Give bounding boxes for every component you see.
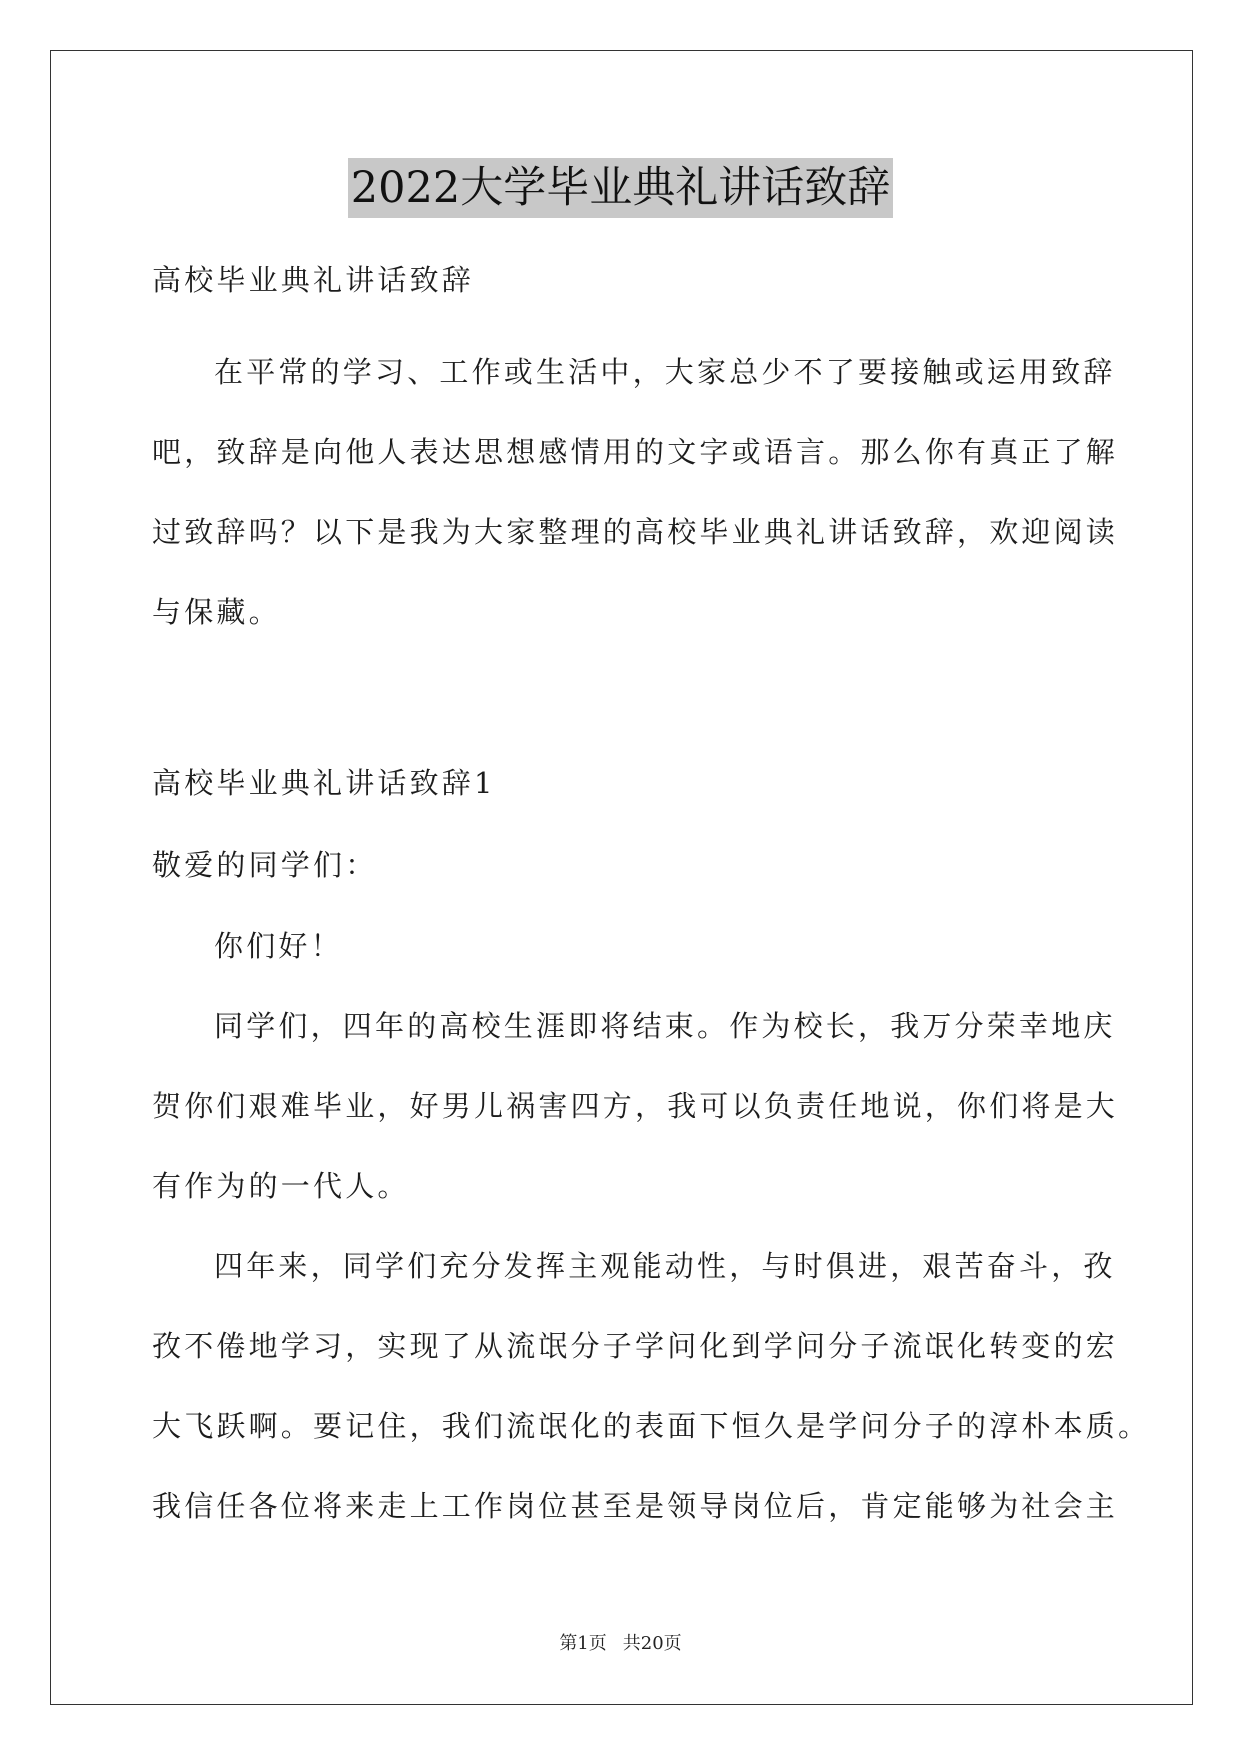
section-heading: 高校毕业典礼讲话致辞 (152, 263, 475, 297)
paragraph-line: 有作为的一代人。 (152, 1169, 410, 1203)
title-container (0, 158, 1241, 218)
greeting: 你们好！ (214, 929, 343, 963)
paragraph-line: 孜不倦地学习，实现了从流氓分子学问化到学问分子流氓化转变的宏 (152, 1329, 1119, 1363)
paragraph-line: 大飞跃啊。要记住，我们流氓化的表面下恒久是学问分子的淳朴本质。 (152, 1409, 1151, 1443)
paragraph-line: 四年来，同学们充分发挥主观能动性，与时俱进，艰苦奋斗，孜 (214, 1249, 1116, 1283)
document-title: 2022大学毕业典礼讲话致辞 (348, 158, 893, 218)
paragraph-line: 同学们，四年的高校生涯即将结束。作为校长，我万分荣幸地庆 (214, 1009, 1116, 1043)
paragraph-line: 过致辞吗？以下是我为大家整理的高校毕业典礼讲话致辞，欢迎阅读 (152, 515, 1119, 549)
salutation: 敬爱的同学们： (152, 848, 378, 882)
paragraph-line: 吧，致辞是向他人表达思想感情用的文字或语言。那么你有真正了解 (152, 435, 1119, 469)
section-heading: 高校毕业典礼讲话致辞1 (152, 766, 496, 800)
paragraph-line: 与保藏。 (152, 595, 281, 629)
paragraph-line: 在平常的学习、工作或生活中，大家总少不了要接触或运用致辞 (214, 355, 1116, 389)
paragraph-line: 贺你们艰难毕业，好男儿祸害四方，我可以负责任地说，你们将是大 (152, 1089, 1119, 1123)
page-footer (0, 1632, 1241, 1656)
page-number: 第1页 (559, 1633, 607, 1654)
paragraph-line: 我信任各位将来走上工作岗位甚至是领导岗位后，肯定能够为社会主 (152, 1489, 1119, 1523)
page-total: 共20页 (622, 1633, 682, 1654)
